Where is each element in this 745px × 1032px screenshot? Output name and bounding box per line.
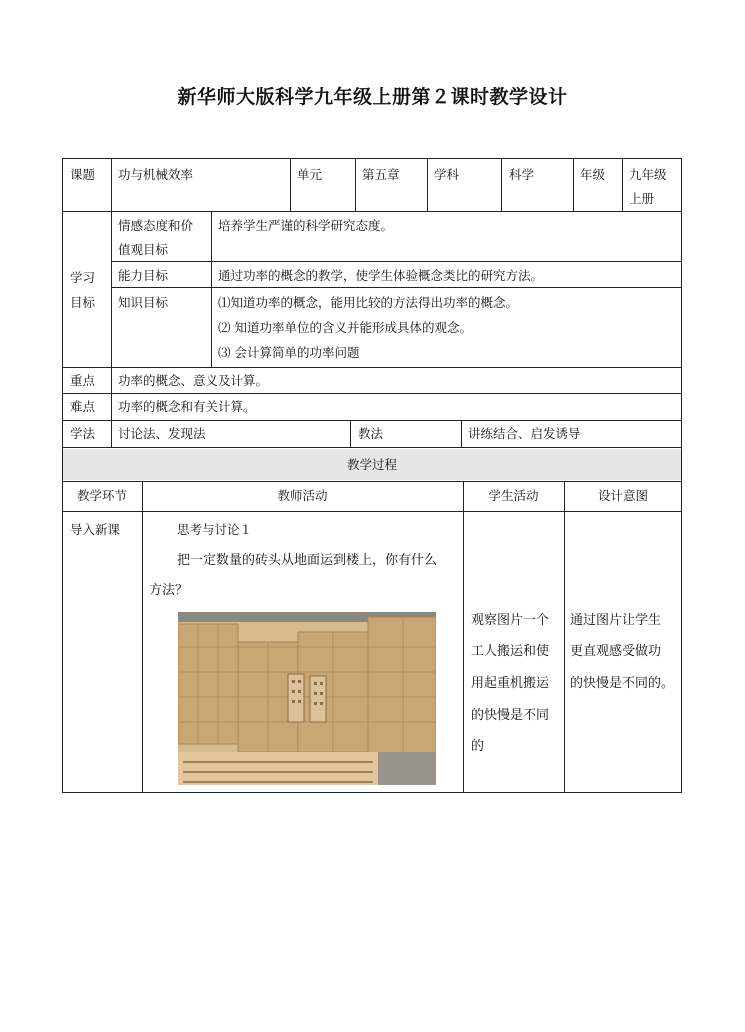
table-border	[111, 420, 112, 447]
emotion-label: 值观目标	[118, 242, 169, 257]
student-activity-line: 观察图片一个	[471, 613, 550, 628]
teach-method-label: 教法	[358, 426, 384, 441]
table-border	[62, 511, 682, 512]
knowledge-label: 知识目标	[118, 295, 169, 310]
emotion-label: 情感态度和价	[118, 218, 194, 233]
table-border	[111, 367, 112, 420]
stage-name: 导入新课	[70, 522, 121, 537]
subject-value: 科学	[509, 167, 535, 182]
teacher-text: 把一定数量的砖头从地面运到楼上，你有什么	[177, 553, 438, 568]
page-title: 新华师大版科学九年级上册第２课时教学设计	[177, 86, 568, 108]
design-intent-line: 的快慢是不同的。	[570, 676, 675, 691]
design-intent-line: 更直观感受做功	[570, 644, 662, 659]
table-border	[62, 211, 682, 212]
column-header: 教学环节	[76, 488, 127, 503]
column-header: 学生活动	[488, 488, 539, 503]
table-border	[355, 158, 356, 211]
course-label: 课题	[70, 167, 96, 182]
grade-value: 九年级	[629, 167, 667, 182]
knowledge-item: ⑶ 会计算简单的功率问题	[218, 345, 360, 360]
table-border	[62, 481, 682, 482]
table-border	[573, 158, 574, 211]
student-activity-line: 的	[471, 739, 485, 754]
study-method-label: 学法	[70, 426, 96, 441]
table-border	[501, 158, 502, 211]
table-border	[350, 420, 351, 447]
table-border	[290, 158, 291, 211]
table-border	[211, 211, 212, 367]
design-intent-line: 通过图片让学生	[570, 613, 662, 628]
difficulty-label: 难点	[70, 399, 96, 414]
emotion-text: 培养学生严谨的科学研究态度。	[218, 218, 394, 233]
table-border	[111, 211, 112, 367]
column-header: 教师活动	[277, 488, 328, 503]
table-border	[142, 481, 143, 792]
subject-label: 学科	[434, 167, 460, 182]
study-method-text: 讨论法、发现法	[118, 426, 206, 441]
table-border	[62, 158, 682, 159]
student-activity-line: 用起重机搬运	[471, 676, 550, 691]
bricks-photo	[178, 612, 436, 785]
difficulty-text: 功率的概念和有关计算。	[118, 399, 256, 414]
objectives-label: 学习	[70, 270, 96, 285]
table-border	[62, 447, 682, 448]
student-activity-line: 工人搬运和使	[471, 644, 550, 659]
table-border	[427, 158, 428, 211]
teach-method-text: 讲练结合、启发诱导	[468, 426, 581, 441]
course-value: 功与机械效率	[118, 167, 194, 182]
table-border	[111, 158, 112, 211]
column-header: 设计意图	[597, 488, 648, 503]
ability-text: 通过功率的概念的教学，使学生体验概念类比的研究方法。	[218, 268, 544, 283]
unit-label: 单元	[297, 167, 323, 182]
table-border	[622, 158, 623, 211]
grade-label: 年级	[580, 167, 606, 182]
teacher-text: 方法？	[149, 583, 189, 598]
grade-value: 上册	[629, 191, 655, 206]
unit-value: 第五章	[362, 167, 400, 182]
key-point-label: 重点	[70, 373, 96, 388]
knowledge-item: ⑵ 知道功率单位的含义并能形成具体的观念。	[218, 320, 472, 335]
table-border	[461, 420, 462, 447]
table-border	[111, 261, 682, 262]
student-activity-line: 的快慢是不同	[471, 708, 550, 723]
table-border	[463, 481, 464, 792]
teacher-heading: 思考与讨论１	[177, 522, 253, 537]
knowledge-item: ⑴知道功率的概念，能用比较的方法得出功率的概念。	[218, 295, 519, 310]
table-border	[62, 792, 682, 793]
ability-label: 能力目标	[118, 268, 169, 283]
table-border	[564, 481, 565, 792]
objectives-label: 目标	[70, 295, 96, 310]
key-point-text: 功率的概念、意义及计算。	[118, 373, 269, 388]
process-header: 教学过程	[346, 457, 397, 472]
